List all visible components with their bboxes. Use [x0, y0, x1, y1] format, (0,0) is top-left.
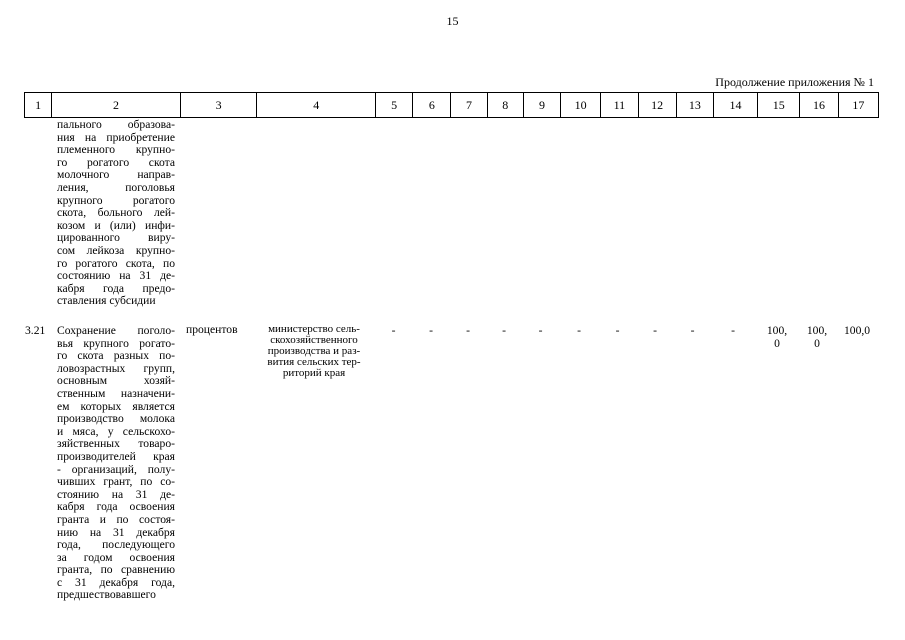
column-header-9: 9: [523, 93, 560, 118]
description-line: чивших грант, по со-: [57, 475, 175, 489]
column-header-6: 6: [413, 93, 451, 118]
prev-description-line: кабря года предо-: [57, 281, 175, 295]
value-col-15: [756, 325, 798, 350]
prev-description-line: сом лейкоза крупно-: [57, 243, 175, 257]
column-header-13: 13: [676, 93, 713, 118]
v16-part: 0: [814, 336, 820, 350]
column-header-12: 12: [638, 93, 676, 118]
description-line: стоянию на 31 де-: [57, 487, 175, 501]
row-number: 3.21: [25, 324, 46, 337]
description-line: го скота разных по-: [57, 349, 175, 363]
executor-line: министерство сель-: [268, 323, 360, 335]
continuation-label: Продолжение приложения № 1: [715, 75, 874, 89]
value-col-11: -: [615, 324, 620, 337]
description-line: ловозрастных групп,: [57, 361, 175, 375]
value-col-10: -: [577, 324, 581, 337]
column-header-11: 11: [601, 93, 638, 118]
value-col-8: -: [502, 324, 506, 337]
description-line: гранта, по сравнению: [57, 563, 175, 577]
column-header-row: [24, 92, 879, 118]
value-col-17: 100,0: [844, 324, 871, 337]
column-header-5: 5: [376, 93, 413, 118]
prev-row-description: [57, 119, 175, 308]
prev-description-line: го рогатого скота, по: [57, 256, 175, 270]
column-header-2: 2: [52, 93, 181, 118]
value-col-14: -: [731, 324, 735, 337]
description-line: производство молока: [57, 412, 175, 426]
value-col-5: -: [391, 324, 396, 337]
column-header-4: 4: [257, 93, 376, 118]
description-line: предшествовавшего: [57, 588, 156, 602]
value-col-7: -: [466, 324, 470, 337]
column-header-3: 3: [180, 93, 256, 118]
column-header-17: 17: [838, 93, 878, 118]
value-col-6: -: [429, 324, 433, 337]
prev-description-line: го рогатого скота: [57, 155, 175, 169]
executor-line: производства и раз-: [267, 345, 361, 357]
description-line: с 31 декабря года,: [57, 575, 175, 589]
description-line: - организаций, полу-: [57, 462, 175, 476]
row-description: [57, 325, 175, 602]
prev-description-line: пального образова-: [57, 118, 175, 131]
column-header-16: 16: [800, 93, 838, 118]
description-line: зяйственных товаро-: [57, 437, 175, 451]
column-header-7: 7: [451, 93, 487, 118]
description-line: ственным назначени-: [57, 386, 175, 400]
prev-description-line: ния на приобретение: [57, 130, 175, 144]
description-line: нию на 31 декабря: [57, 525, 175, 539]
column-header-1: 1: [25, 93, 52, 118]
description-line: ем которых является: [57, 399, 175, 413]
value-col-9: -: [538, 324, 543, 337]
column-header-8: 8: [487, 93, 523, 118]
column-header-15: 15: [758, 93, 800, 118]
prev-description-line: козом и (или) инфи-: [57, 218, 175, 232]
v15-part: 100,: [766, 324, 788, 337]
row-executor: [256, 324, 372, 379]
v15-part: 0: [774, 336, 780, 350]
description-line: основным хозяй-: [57, 374, 175, 388]
prev-description-line: скота, больного лей-: [57, 206, 175, 220]
column-header-14: 14: [713, 93, 757, 118]
value-col-12: -: [653, 324, 657, 337]
value-col-13: -: [690, 324, 695, 337]
prev-description-line: ставления субсидии: [57, 294, 156, 308]
description-line: производителей края: [57, 449, 175, 463]
executor-line: вития сельских тер-: [267, 356, 361, 368]
page-number: 15: [446, 14, 459, 28]
prev-description-line: крупного рогатого: [57, 193, 175, 207]
prev-description-line: ления, поголовья: [57, 180, 175, 194]
prev-description-line: молочного направ-: [57, 168, 175, 182]
executor-line: скохозяйственного: [270, 334, 358, 346]
description-line: кабря года освоения: [57, 500, 175, 514]
description-line: вья крупного рогато-: [57, 336, 175, 350]
v16-part: 100,: [806, 324, 828, 337]
description-line: за годом освоения: [57, 550, 175, 564]
prev-description-line: цированного виру-: [57, 231, 175, 245]
description-line: Сохранение поголо-: [57, 324, 175, 337]
prev-description-line: состоянию на 31 де-: [57, 269, 175, 283]
description-line: гранта и по состоя-: [57, 512, 175, 526]
column-header-10: 10: [561, 93, 601, 118]
row-unit: процентов: [186, 323, 238, 336]
description-line: года, последующего: [57, 538, 175, 552]
value-col-16: [798, 325, 836, 350]
description-line: и мяса, у сельскохо-: [57, 424, 175, 438]
executor-line: риторий края: [282, 367, 346, 379]
prev-description-line: племенного крупно-: [57, 143, 175, 157]
